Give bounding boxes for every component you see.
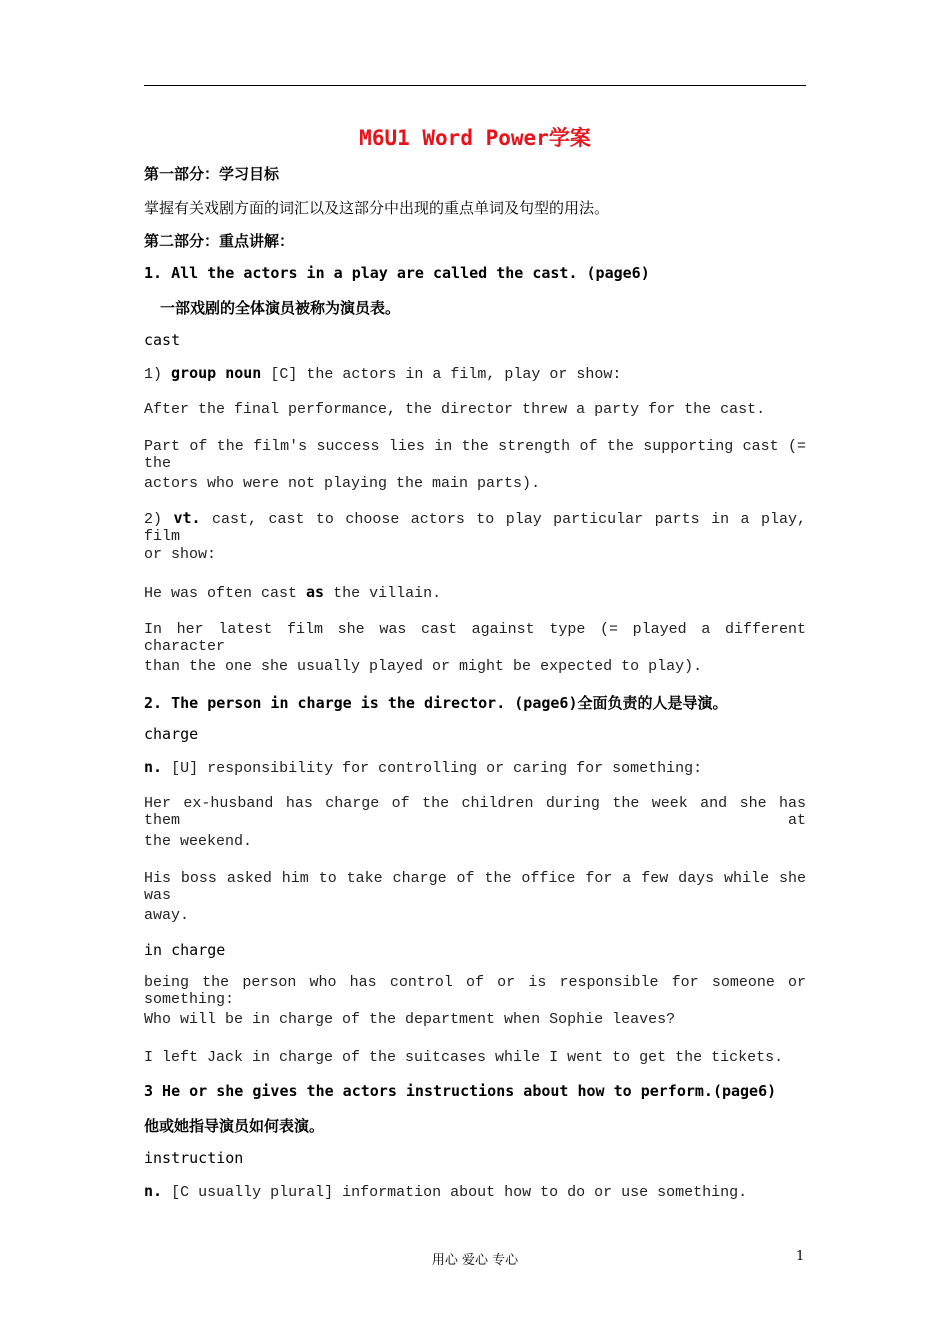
item1-example-2a: Part of the film's success lies in the strength of the supporting cast (= the xyxy=(144,438,806,472)
item3-sentence: 3 He or she gives the actors instructions about how to perform.(page6) xyxy=(144,1082,777,1100)
item1-word: cast xyxy=(144,331,181,349)
item1-def2-text: cast, cast to choose actors to play particular parts in a play, film xyxy=(144,511,806,545)
page-number: 1 xyxy=(796,1249,805,1264)
item2-def xyxy=(144,758,806,777)
item2-word: charge xyxy=(144,725,199,743)
item1-example-3-pre: He was often cast xyxy=(144,585,307,602)
item1-def1-num: 1) xyxy=(144,366,172,383)
item2-def-label: n. xyxy=(144,758,163,776)
item1-def2-cont: or show: xyxy=(144,546,217,563)
item1-def2-num: 2) xyxy=(144,511,174,528)
page-title: M6U1 Word Power学案 xyxy=(359,126,591,150)
item1-example-1: After the final performance, the director threw a party for the cast. xyxy=(144,401,766,418)
item2-example-2a: His boss asked him to take charge of the office for a few days while she was xyxy=(144,870,806,904)
part1-text: 掌握有关戏剧方面的词汇以及这部分中出现的重点单词及句型的用法。 xyxy=(144,199,610,217)
item1-def2-label: vt. xyxy=(173,509,201,527)
item1-def1-text: [C] the actors in a film, play or show: xyxy=(261,366,622,383)
item2-example-4: I left Jack in charge of the suitcases while I went to get the tickets. xyxy=(144,1049,784,1066)
item1-def1-label: group noun xyxy=(171,364,262,382)
item2-def-text: [U] responsibility for controlling or caring for something: xyxy=(162,760,703,777)
item3-def-label: n. xyxy=(144,1182,163,1200)
item1-example-3 xyxy=(144,583,806,602)
footer-text: 用心 爱心 专心 xyxy=(431,1253,519,1268)
item1-translation: 一部戏剧的全体演员被称为演员表。 xyxy=(160,299,401,317)
item2-phrase: in charge xyxy=(144,941,226,959)
header-rule xyxy=(144,85,806,86)
item3-def xyxy=(144,1182,806,1201)
item2-phrase-def: being the person who has control of or is responsible for someone or something: xyxy=(144,974,806,1008)
item2-example-1b: the weekend. xyxy=(144,833,253,850)
item1-example-2b: actors who were not playing the main parts). xyxy=(144,475,541,492)
item1-example-4a: In her latest film she was cast against type (= played a different character xyxy=(144,621,806,655)
item1-example-3-post: the villain. xyxy=(324,585,442,602)
item3-def-text: [C usually plural] information about how to do or use something. xyxy=(162,1184,748,1201)
item1-def2 xyxy=(144,509,806,545)
part2-heading: 第二部分：重点讲解： xyxy=(144,232,295,250)
item1-example-4b: than the one she usually played or might be expected to play). xyxy=(144,658,703,675)
item1-sentence: 1. All the actors in a play are called the cast. (page6) xyxy=(144,264,650,282)
item2-example-2b: away. xyxy=(144,907,190,924)
item2-example-1a: Her ex-husband has charge of the children during the week and she has them at xyxy=(144,795,806,829)
part1-heading: 第一部分：学习目标 xyxy=(144,165,280,183)
item3-word: instruction xyxy=(144,1149,244,1167)
item1-example-3-bold: as xyxy=(306,583,325,601)
item2-sentence: 2. The person in charge is the director. (page6)全面负责的人是导演。 xyxy=(144,694,728,712)
item1-def1 xyxy=(144,364,806,383)
item3-translation: 他或她指导演员如何表演。 xyxy=(144,1117,325,1135)
item2-example-3: Who will be in charge of the department when Sophie leaves? xyxy=(144,1011,676,1028)
